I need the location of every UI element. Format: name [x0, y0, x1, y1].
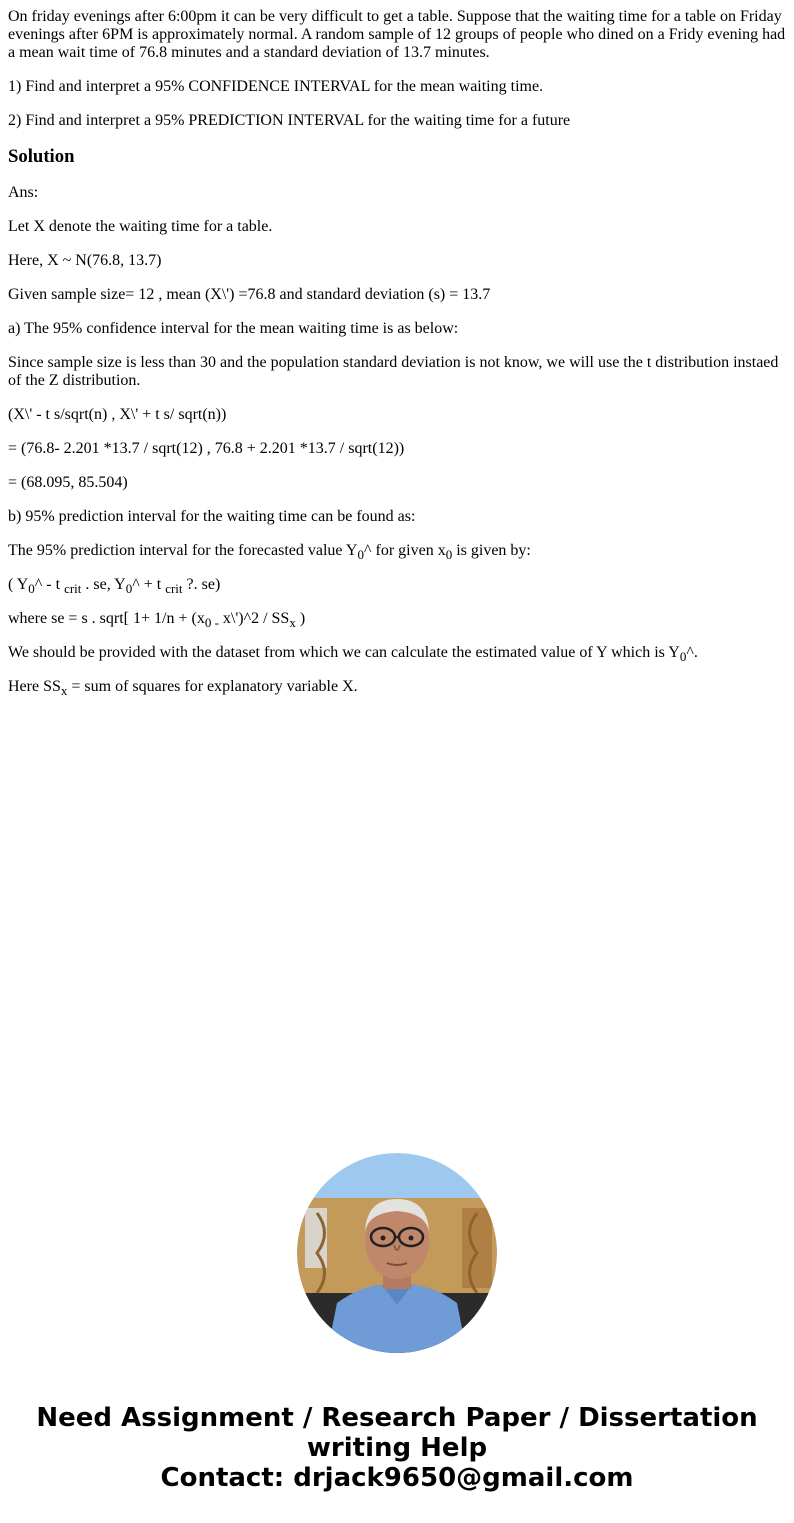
ssx-note: Here $SS_x$ = sum of squares for explanatory variable X.	[8, 678, 358, 699]
prediction-interval-intro: The 95% prediction interval for the forecasted value $Y_0\^{}$ for given $x_0$ is given by:	[8, 542, 531, 563]
question-1: 1) Find and interpret a 95% CONFIDENCE INTERVAL for the mean waiting time.	[8, 78, 544, 95]
distribution-statement: Here, X ~ N(76.8, 13.7)	[8, 252, 162, 269]
ci-result: = (68.095, 85.504)	[8, 474, 128, 491]
t-distribution-reason: Since sample size is less than 30 and the population standard deviation is not know, we will use the t distribution instaed of the Z distribution.	[8, 354, 779, 389]
solution-heading: Solution	[8, 146, 75, 167]
answer-label: Ans:	[8, 184, 39, 201]
part-a-heading: a) The 95% confidence interval for the mean waiting time is as below:	[8, 320, 459, 337]
contact-banner	[0, 1403, 794, 1493]
question-intro: On friday evenings after 6:00pm it can be very difficult to get a table. Suppose that the waiting time for a table on Friday evenings after 6PM is approximately normal. A random sample of 12 groups of people who dined on a Fridy evening had a mean wait time of 76.8 minutes and a standard deviation of 13.7 minutes.	[8, 8, 786, 61]
ci-substitution: = (76.8- 2.201 *13.7 / sqrt(12) , 76.8 + 2.201 *13.7 / sqrt(12))	[8, 440, 405, 457]
ci-formula: (X\' - t s/sqrt(n) , X\' + t s/ sqrt(n))	[8, 406, 227, 423]
document-body	[8, 8, 788, 712]
part-b-heading: b) 95% prediction interval for the waiting time can be found as:	[8, 508, 416, 525]
banner-line-2: writing Help	[306, 1433, 488, 1463]
given-values: Given sample size= 12 , mean (X\') =76.8 and standard deviation (s) = 13.7	[8, 286, 491, 303]
question-2: 2) Find and interpret a 95% PREDICTION INTERVAL for the waiting time for a future	[8, 112, 571, 129]
prediction-interval-formula: ( $Y_0\^{}$ - t $_{crit}$ . se, $Y_0\^{} + t$ $_{crit}$ ?. se)	[8, 576, 221, 597]
standard-error-formula: where se = s . sqrt[ $1+ 1/n + (x_{0 -}$ x\')^2 / $SS_x$ )	[8, 610, 306, 631]
author-avatar	[297, 1153, 497, 1353]
banner-line-1: Need Assignment / Research Paper / Dissertation	[36, 1403, 758, 1433]
contact-email: Contact: drjack9650@gmail.com	[160, 1463, 634, 1493]
dataset-note: We should be provided with the dataset from which we can calculate the estimated value of Y which is $Y_0\^{}$.	[8, 644, 698, 665]
variable-definition: Let X denote the waiting time for a table.	[8, 218, 273, 235]
person-photo-icon	[297, 1153, 497, 1353]
